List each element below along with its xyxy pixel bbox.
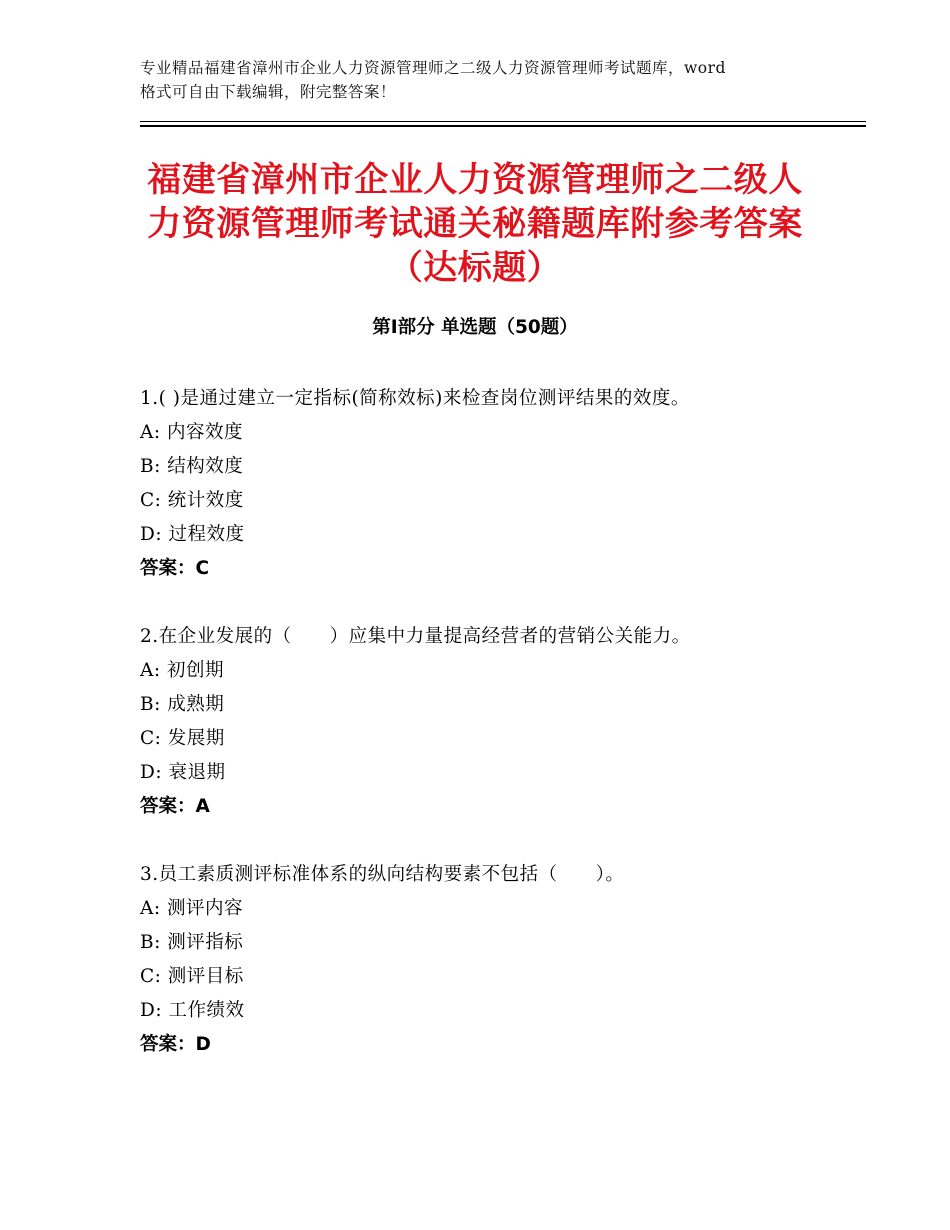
option-a: A: 内容效度 [140,422,243,443]
header-note-line-1: 专业精品福建省漳州市企业人力资源管理师之二级人力资源管理师考试题库，word [140,59,726,77]
option-a: A: 初创期 [140,660,224,681]
section-heading: 第Ⅰ部分 单选题（50题） [372,317,578,338]
option-b: B: 结构效度 [140,456,244,477]
answer: 答案：D [140,1034,211,1055]
document-title-line-3: （达标题） [388,248,562,288]
answer: 答案：C [140,558,210,579]
question-2 [140,620,860,824]
option-b: B: 测评指标 [140,932,244,953]
option-a: A: 测评内容 [140,898,243,919]
document-title-line-2: 力资源管理师考试通关秘籍题库附参考答案 [147,204,803,244]
option-d: D: 工作绩效 [140,1000,245,1021]
header-note [140,56,840,104]
option-c: C: 发展期 [140,728,225,749]
document-title [130,158,820,290]
question-stem: 2.在企业发展的（ ）应集中力量提高经营者的营销公关能力。 [140,626,691,647]
document-title-line-1: 福建省漳州市企业人力资源管理师之二级人 [147,160,803,200]
header-divider-thin [140,121,866,122]
option-c: C: 统计效度 [140,490,244,511]
option-c: C: 测评目标 [140,966,244,987]
answer: 答案：A [140,796,210,817]
header-divider-thick [140,125,866,127]
option-d: D: 过程效度 [140,524,245,545]
question-stem: 3.员工素质测评标准体系的纵向结构要素不包括（ ）。 [140,864,625,885]
option-b: B: 成熟期 [140,694,225,715]
header-note-line-2: 格式可自由下载编辑，附完整答案！ [140,83,397,101]
question-stem: 1.( )是通过建立一定指标(简称效标)来检查岗位测评结果的效度。 [140,388,690,409]
option-d: D: 衰退期 [140,762,226,783]
question-1 [140,382,860,586]
question-3 [140,858,860,1062]
